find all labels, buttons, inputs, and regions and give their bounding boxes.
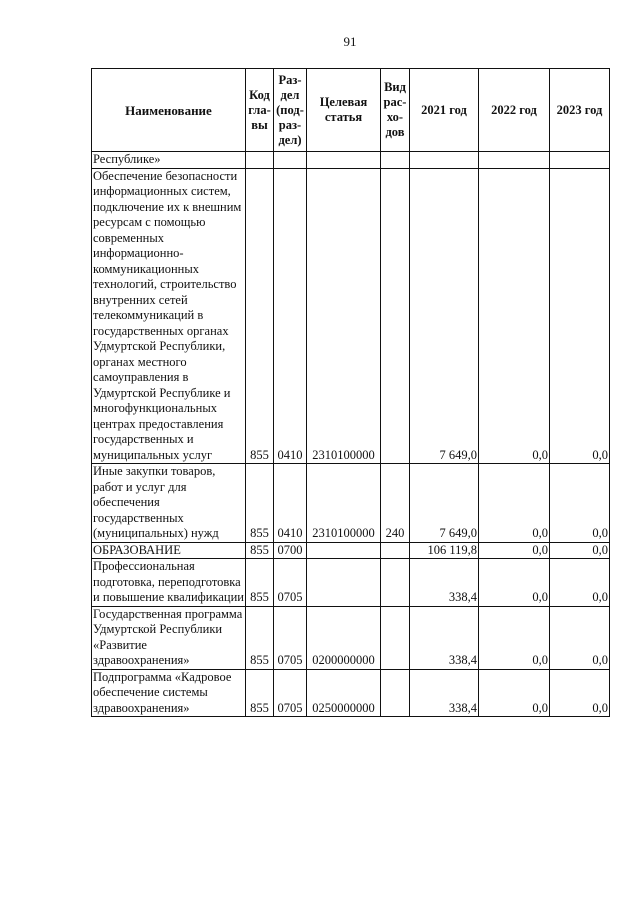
row-2021: 7 649,0 [410, 168, 479, 464]
row-2023: 0,0 [550, 464, 610, 543]
row-2023: 0,0 [550, 168, 610, 464]
row-2021: 338,4 [410, 669, 479, 717]
row-vid [381, 606, 410, 669]
row-name: Республике» [92, 152, 246, 169]
header-year-2022: 2022 год [479, 69, 550, 152]
row-2022: 0,0 [479, 669, 550, 717]
row-2021: 338,4 [410, 559, 479, 607]
row-vid: 240 [381, 464, 410, 543]
row-2021: 7 649,0 [410, 464, 479, 543]
row-target: 2310100000 [307, 464, 381, 543]
row-2022: 0,0 [479, 559, 550, 607]
row-2023: 0,0 [550, 542, 610, 559]
row-2022: 0,0 [479, 606, 550, 669]
row-kod: 855 [246, 606, 274, 669]
header-razdel: Раз-дел (под-раз-дел) [274, 69, 307, 152]
row-target: 0250000000 [307, 669, 381, 717]
row-kod: 855 [246, 168, 274, 464]
row-name: ОБРАЗОВАНИЕ [92, 542, 246, 559]
row-razdel: 0700 [274, 542, 307, 559]
header-target: Целевая статья [307, 69, 381, 152]
row-target: 0200000000 [307, 606, 381, 669]
row-2021 [410, 152, 479, 169]
row-razdel: 0705 [274, 606, 307, 669]
row-2022: 0,0 [479, 542, 550, 559]
row-vid [381, 168, 410, 464]
table-row [92, 542, 610, 559]
table-row [92, 606, 610, 669]
row-name: Профессиональная подготовка, переподготовка и повышение квалификации [93, 559, 244, 604]
row-target: 2310100000 [307, 168, 381, 464]
row-2022 [479, 152, 550, 169]
row-razdel: 0410 [274, 168, 307, 464]
row-name: Подпрограмма «Кадровое обеспечение системы здравоохранения» [92, 669, 246, 717]
row-kod: 855 [246, 542, 274, 559]
row-name: Обеспечение безопасности информационных систем, подключение их к внешним ресурсам с помощью современных информационно-коммуникационных технологий, строительство внутренних сетей телекоммуникаций в государственных органах Удмуртской Республики, органах местного самоуправления в Удмуртской Республике и многофункциональных центрах предоставления государственных и муниципальных услуг [92, 168, 246, 464]
row-kod: 855 [246, 464, 274, 543]
row-vid [381, 152, 410, 169]
table-header-row [92, 69, 610, 152]
header-vid: Вид рас-хо-дов [381, 69, 410, 152]
table-row [92, 152, 610, 169]
row-2021: 338,4 [410, 606, 479, 669]
header-name: Наименование [92, 69, 246, 152]
header-year-2021: 2021 год [410, 69, 479, 152]
row-name: Государственная программа Удмуртской Республики «Развитие здравоохранения» [92, 606, 246, 669]
row-target [307, 559, 381, 607]
row-vid [381, 669, 410, 717]
row-2023: 0,0 [550, 606, 610, 669]
row-2023 [550, 152, 610, 169]
row-name: Иные закупки товаров, работ и услуг для обеспечения государственных (муниципальных) нужд [92, 464, 246, 543]
header-year-2023: 2023 год [550, 69, 610, 152]
row-2022: 0,0 [479, 168, 550, 464]
row-2022: 0,0 [479, 464, 550, 543]
table-row [92, 464, 610, 543]
row-vid [381, 542, 410, 559]
page-number: 91 [343, 34, 357, 49]
row-target [307, 152, 381, 169]
row-target [307, 542, 381, 559]
row-razdel: 0410 [274, 464, 307, 543]
row-razdel: 0705 [274, 559, 307, 607]
row-razdel [274, 152, 307, 169]
row-2021: 106 119,8 [410, 542, 479, 559]
row-razdel: 0705 [274, 669, 307, 717]
row-kod: 855 [246, 669, 274, 717]
row-kod [246, 152, 274, 169]
row-vid [381, 559, 410, 607]
table-row [92, 168, 610, 464]
budget-table [91, 68, 610, 717]
header-kod-glavy: Код гла-вы [246, 69, 274, 152]
table-row [92, 669, 610, 717]
row-2023: 0,0 [550, 559, 610, 607]
table-row [92, 559, 610, 607]
row-kod: 855 [246, 559, 274, 607]
row-2023: 0,0 [550, 669, 610, 717]
